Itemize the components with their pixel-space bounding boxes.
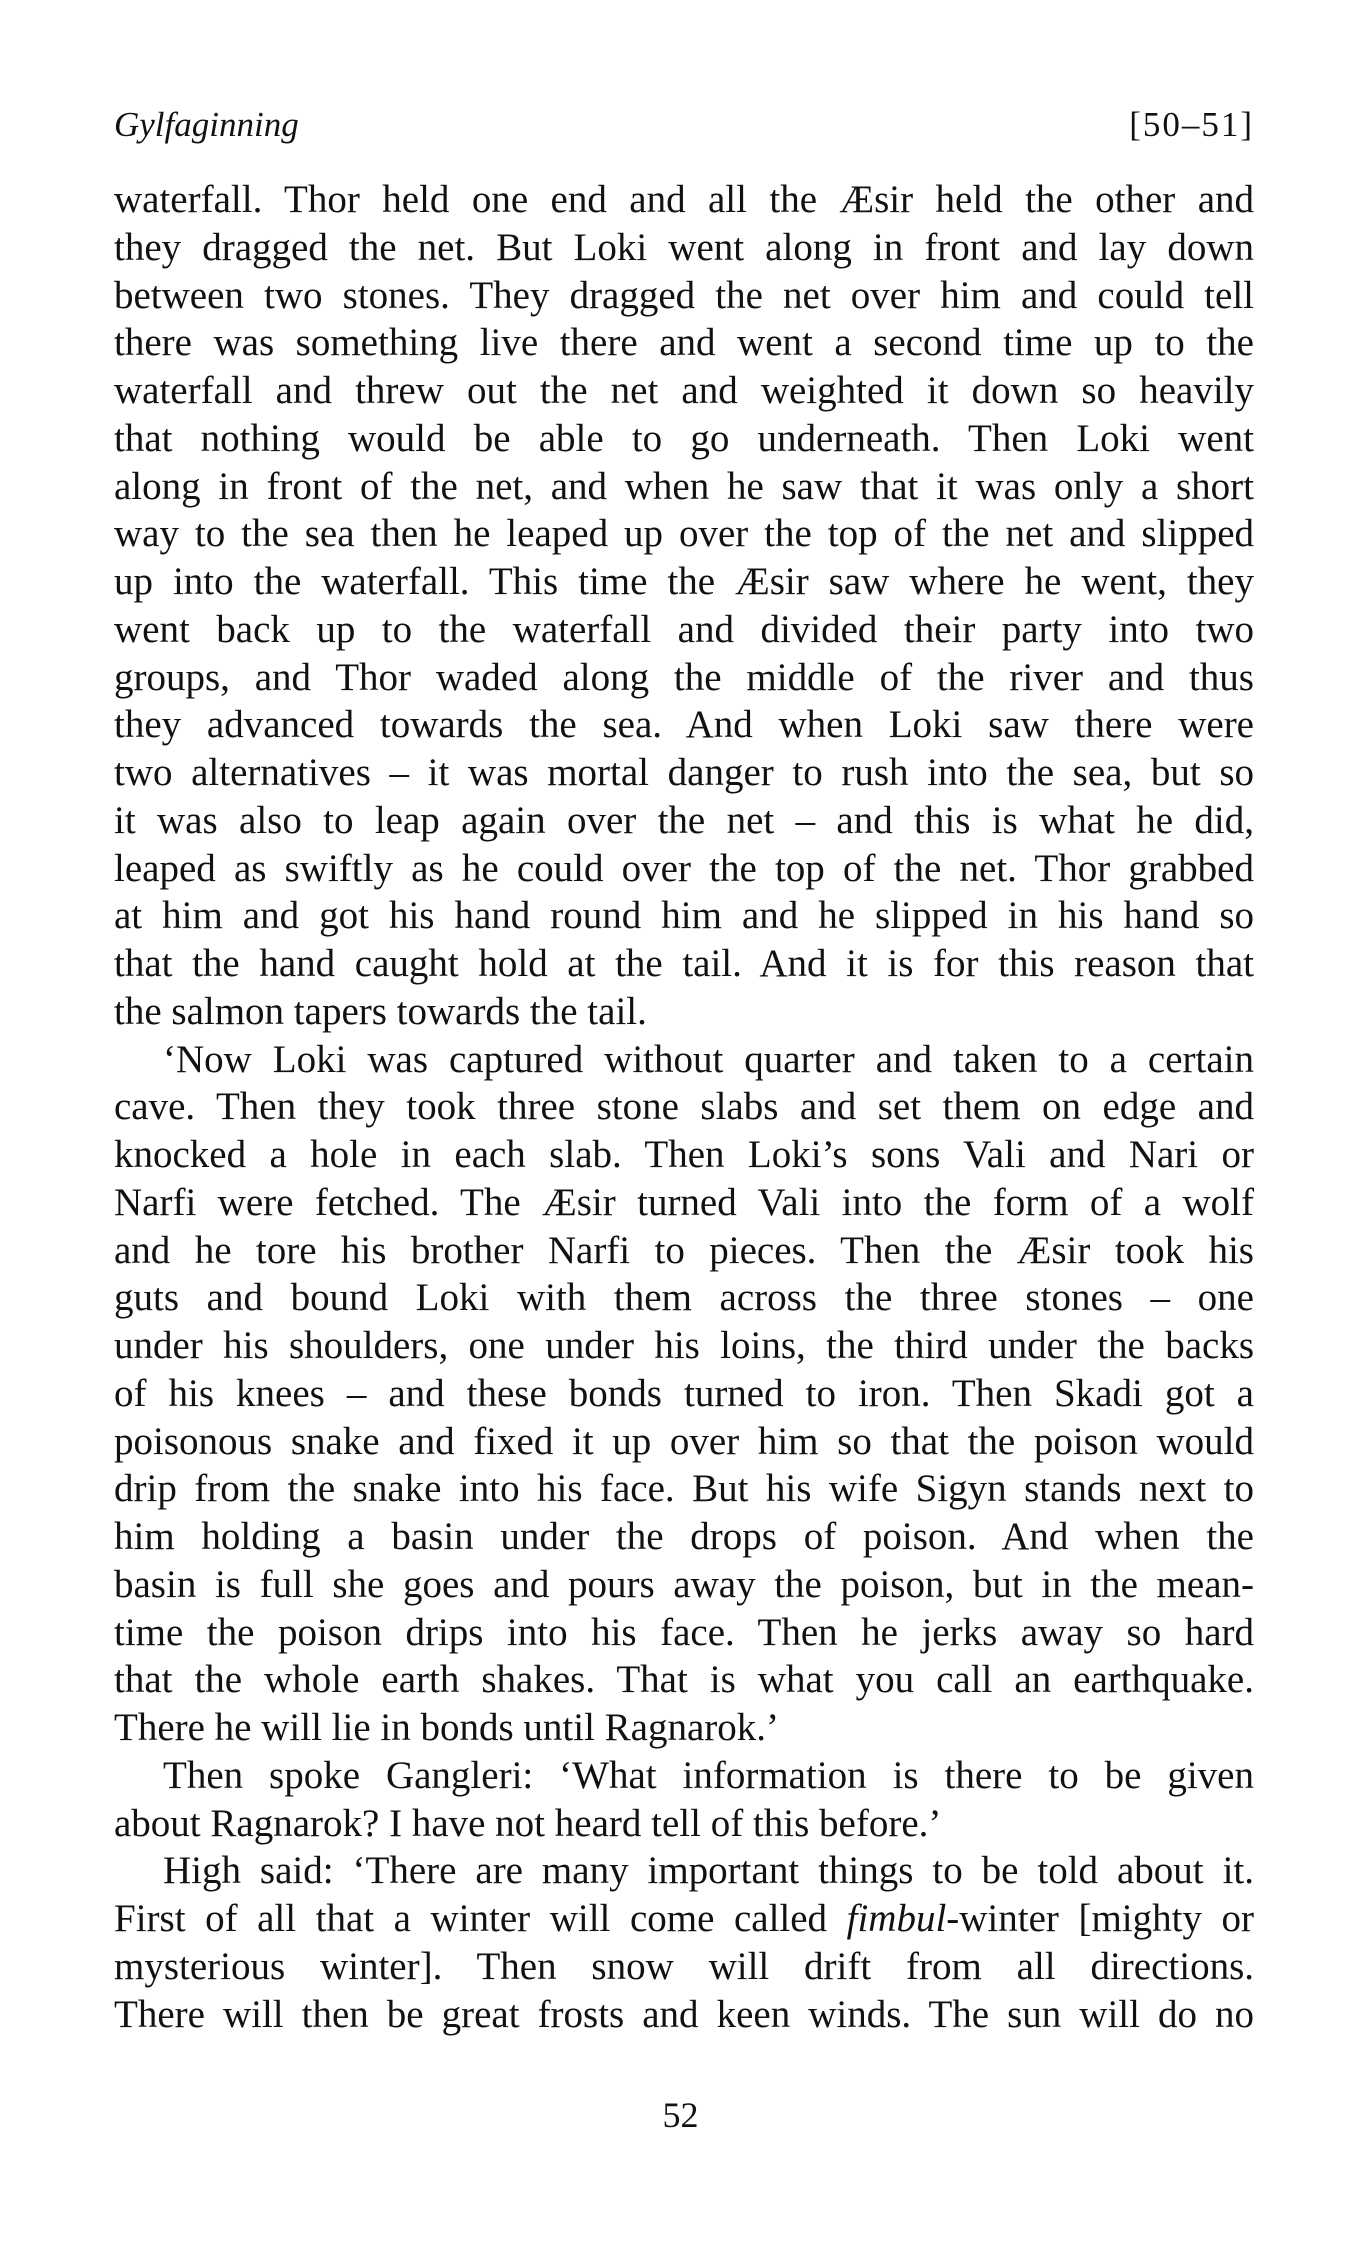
text-line: drip from the snake into his face. But his wife Sigyn stands next to [114, 1467, 1254, 1511]
text-line: mysterious winter]. Then snow will drift from all directions. [114, 1944, 1254, 1988]
page-number: 52 [662, 2095, 699, 2135]
text-line: went back up to the waterfall and divided their party into two [114, 607, 1254, 651]
text-line: there was something live there and went a second time up to the [114, 321, 1254, 365]
text-line: There will then be great frosts and keen winds. The sun will do no [114, 1992, 1254, 2036]
text-line: about Ragnarok? I have not heard tell of this before.’ [114, 1801, 942, 1845]
text-line: poisonous snake and fixed it up over him so that the poison would [114, 1419, 1254, 1463]
text-line: it was also to leap again over the net – and this is what he did, [114, 798, 1254, 842]
text-line: Narfi were fetched. The Æsir turned Vali into the form of a wolf [114, 1180, 1254, 1224]
text-line: way to the sea then he leaped up over the top of the net and slipped [114, 512, 1254, 556]
text-line: cave. Then they took three stone slabs and set them on edge and [114, 1085, 1254, 1129]
text-line: up into the waterfall. This time the Æsir saw where he went, they [114, 560, 1254, 603]
text-line [114, 1895, 1254, 1943]
text-line: of his knees – and these bonds turned to iron. Then Skadi got a [114, 1371, 1254, 1415]
text-line: There he will lie in bonds until Ragnarok.’ [114, 1706, 780, 1749]
text-line: that the whole earth shakes. That is what you call an earthquake. [114, 1658, 1254, 1702]
text-line: Then spoke Gangleri: ‘What information is there to be given [163, 1753, 1254, 1797]
folio-range: [50–51] [1129, 105, 1254, 144]
text-line: between two stones. They dragged the net over him and could tell [114, 273, 1254, 317]
body-text [114, 176, 1254, 2038]
text-line: groups, and Thor waded along the middle of the river and thus [114, 655, 1254, 699]
text-line: they dragged the net. But Loki went along in front and lay down [114, 225, 1254, 269]
text-line: leaped as swiftly as he could over the top of the net. Thor grabbed [114, 846, 1254, 890]
text-line: High said: ‘There are many important things to be told about it. [163, 1849, 1254, 1893]
text-line: along in front of the net, and when he saw that it was only a short [114, 464, 1254, 508]
text-line: waterfall. Thor held one end and all the Æsir held the other and [114, 178, 1254, 221]
text-line: and he tore his brother Narfi to pieces. Then the Æsir took his [114, 1228, 1254, 1272]
text-line: two alternatives – it was mortal danger to rush into the sea, but so [114, 751, 1254, 794]
italic-term: fimbul [846, 1897, 947, 1940]
text-line: waterfall and threw out the net and weighted it down so heavily [114, 369, 1254, 412]
running-head [114, 95, 1254, 155]
text-line: that nothing would be able to go underneath. Then Loki went [114, 416, 1254, 460]
text-line: knocked a hole in each slab. Then Loki’s sons Vali and Nari or [114, 1133, 1254, 1176]
text-line: him holding a basin under the drops of poison. And when the [114, 1515, 1254, 1558]
text-line: they advanced towards the sea. And when Loki saw there were [114, 703, 1254, 747]
text-segment: First of all that a winter will come called [114, 1897, 847, 1940]
text-line: the salmon tapers towards the tail. [114, 989, 647, 1033]
text-line: basin is full she goes and pours away the poison, but in the mean- [114, 1562, 1254, 1606]
text-line: time the poison drips into his face. Then he jerks away so hard [114, 1610, 1254, 1654]
text-segment: -winter [mighty or [946, 1897, 1254, 1940]
text-line: ‘Now Loki was captured without quarter and taken to a certain [163, 1037, 1254, 1081]
running-title: Gylfaginning [114, 105, 299, 144]
text-line: guts and bound Loki with them across the three stones – one [114, 1276, 1254, 1320]
text-line: under his shoulders, one under his loins, the third under the backs [114, 1324, 1254, 1367]
text-line: that the hand caught hold at the tail. And it is for this reason that [114, 942, 1254, 985]
text-line: at him and got his hand round him and he slipped in his hand so [114, 894, 1254, 938]
